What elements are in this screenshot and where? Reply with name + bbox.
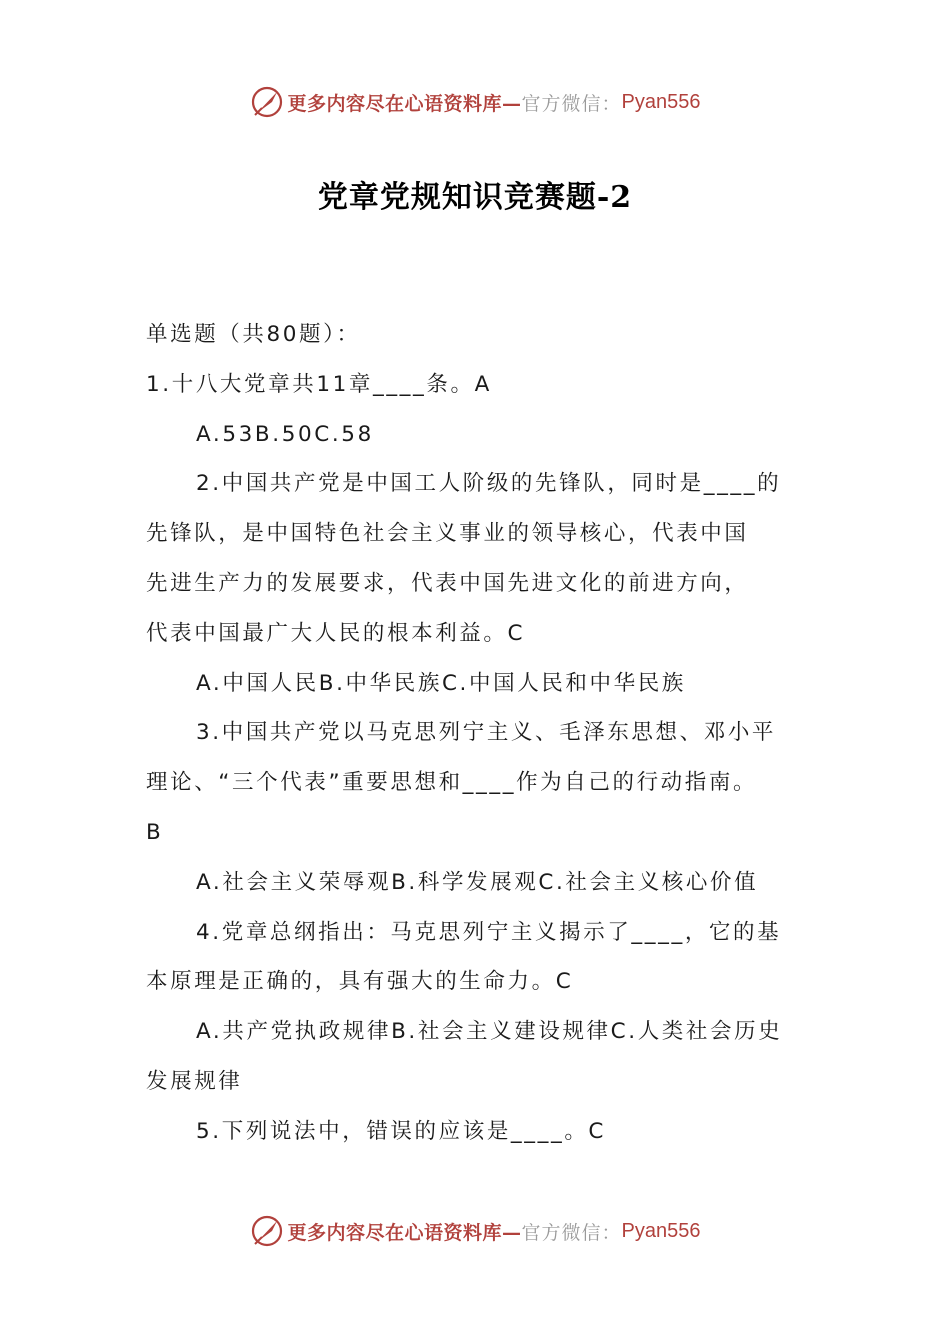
question-5-line-1: 5.下列说法中，错误的应该是____。C xyxy=(196,1118,607,1144)
question-3-line-1: 3.中国共产党以马克思列宁主义、毛泽东思想、邓小平 xyxy=(196,720,777,746)
question-4-options-line-2: 发展规律 xyxy=(146,1068,243,1094)
question-1: 1.十八大党章共11章____条。A xyxy=(146,371,492,397)
document-body xyxy=(146,310,826,1157)
document-title: 党章党规知识竞赛题-2 xyxy=(317,180,633,215)
banner-wechat-label: 官方微信： xyxy=(521,1221,622,1244)
banner-wechat-id: Pyan556 xyxy=(621,90,701,113)
banner-text: 更多内容尽在心语资料库— xyxy=(287,92,522,115)
quill-logo-icon xyxy=(250,85,284,119)
question-2-line-1: 2.中国共产党是中国工人阶级的先锋队，同时是____的 xyxy=(196,471,782,497)
question-2-line-2: 先锋队，是中国特色社会主义事业的领导核心，代表中国 xyxy=(146,521,749,547)
quill-logo-icon xyxy=(250,1214,284,1248)
question-4-line-2: 本原理是正确的，具有强大的生命力。C xyxy=(146,969,574,995)
question-3-options: A.社会主义荣辱观B.科学发展观C.社会主义核心价值 xyxy=(196,869,759,895)
section-heading: 单选题（共80题）： xyxy=(146,322,361,347)
question-1-options: A.53B.50C.58 xyxy=(196,421,374,447)
banner-text: 更多内容尽在心语资料库— xyxy=(287,1221,522,1244)
question-2-options: A.中国人民B.中华民族C.中国人民和中华民族 xyxy=(196,670,686,696)
question-4-line-1: 4.党章总纲指出：马克思列宁主义揭示了____，它的基 xyxy=(196,919,782,945)
question-2-line-3: 先进生产力的发展要求，代表中国先进文化的前进方向， xyxy=(146,570,749,596)
banner-wechat-label: 官方微信： xyxy=(521,92,622,115)
question-2-line-4: 代表中国最广大人民的根本利益。C xyxy=(146,620,526,646)
header-banner xyxy=(0,82,950,122)
question-3-line-3: B xyxy=(146,819,164,845)
question-4-options-line-1: A.共产党执政规律B.社会主义建设规律C.人类社会历史 xyxy=(196,1019,783,1045)
question-3-line-2: 理论、“三个代表”重要思想和____作为自己的行动指南。 xyxy=(146,770,758,796)
banner-wechat-id: Pyan556 xyxy=(621,1219,701,1242)
footer-banner xyxy=(0,1211,950,1251)
